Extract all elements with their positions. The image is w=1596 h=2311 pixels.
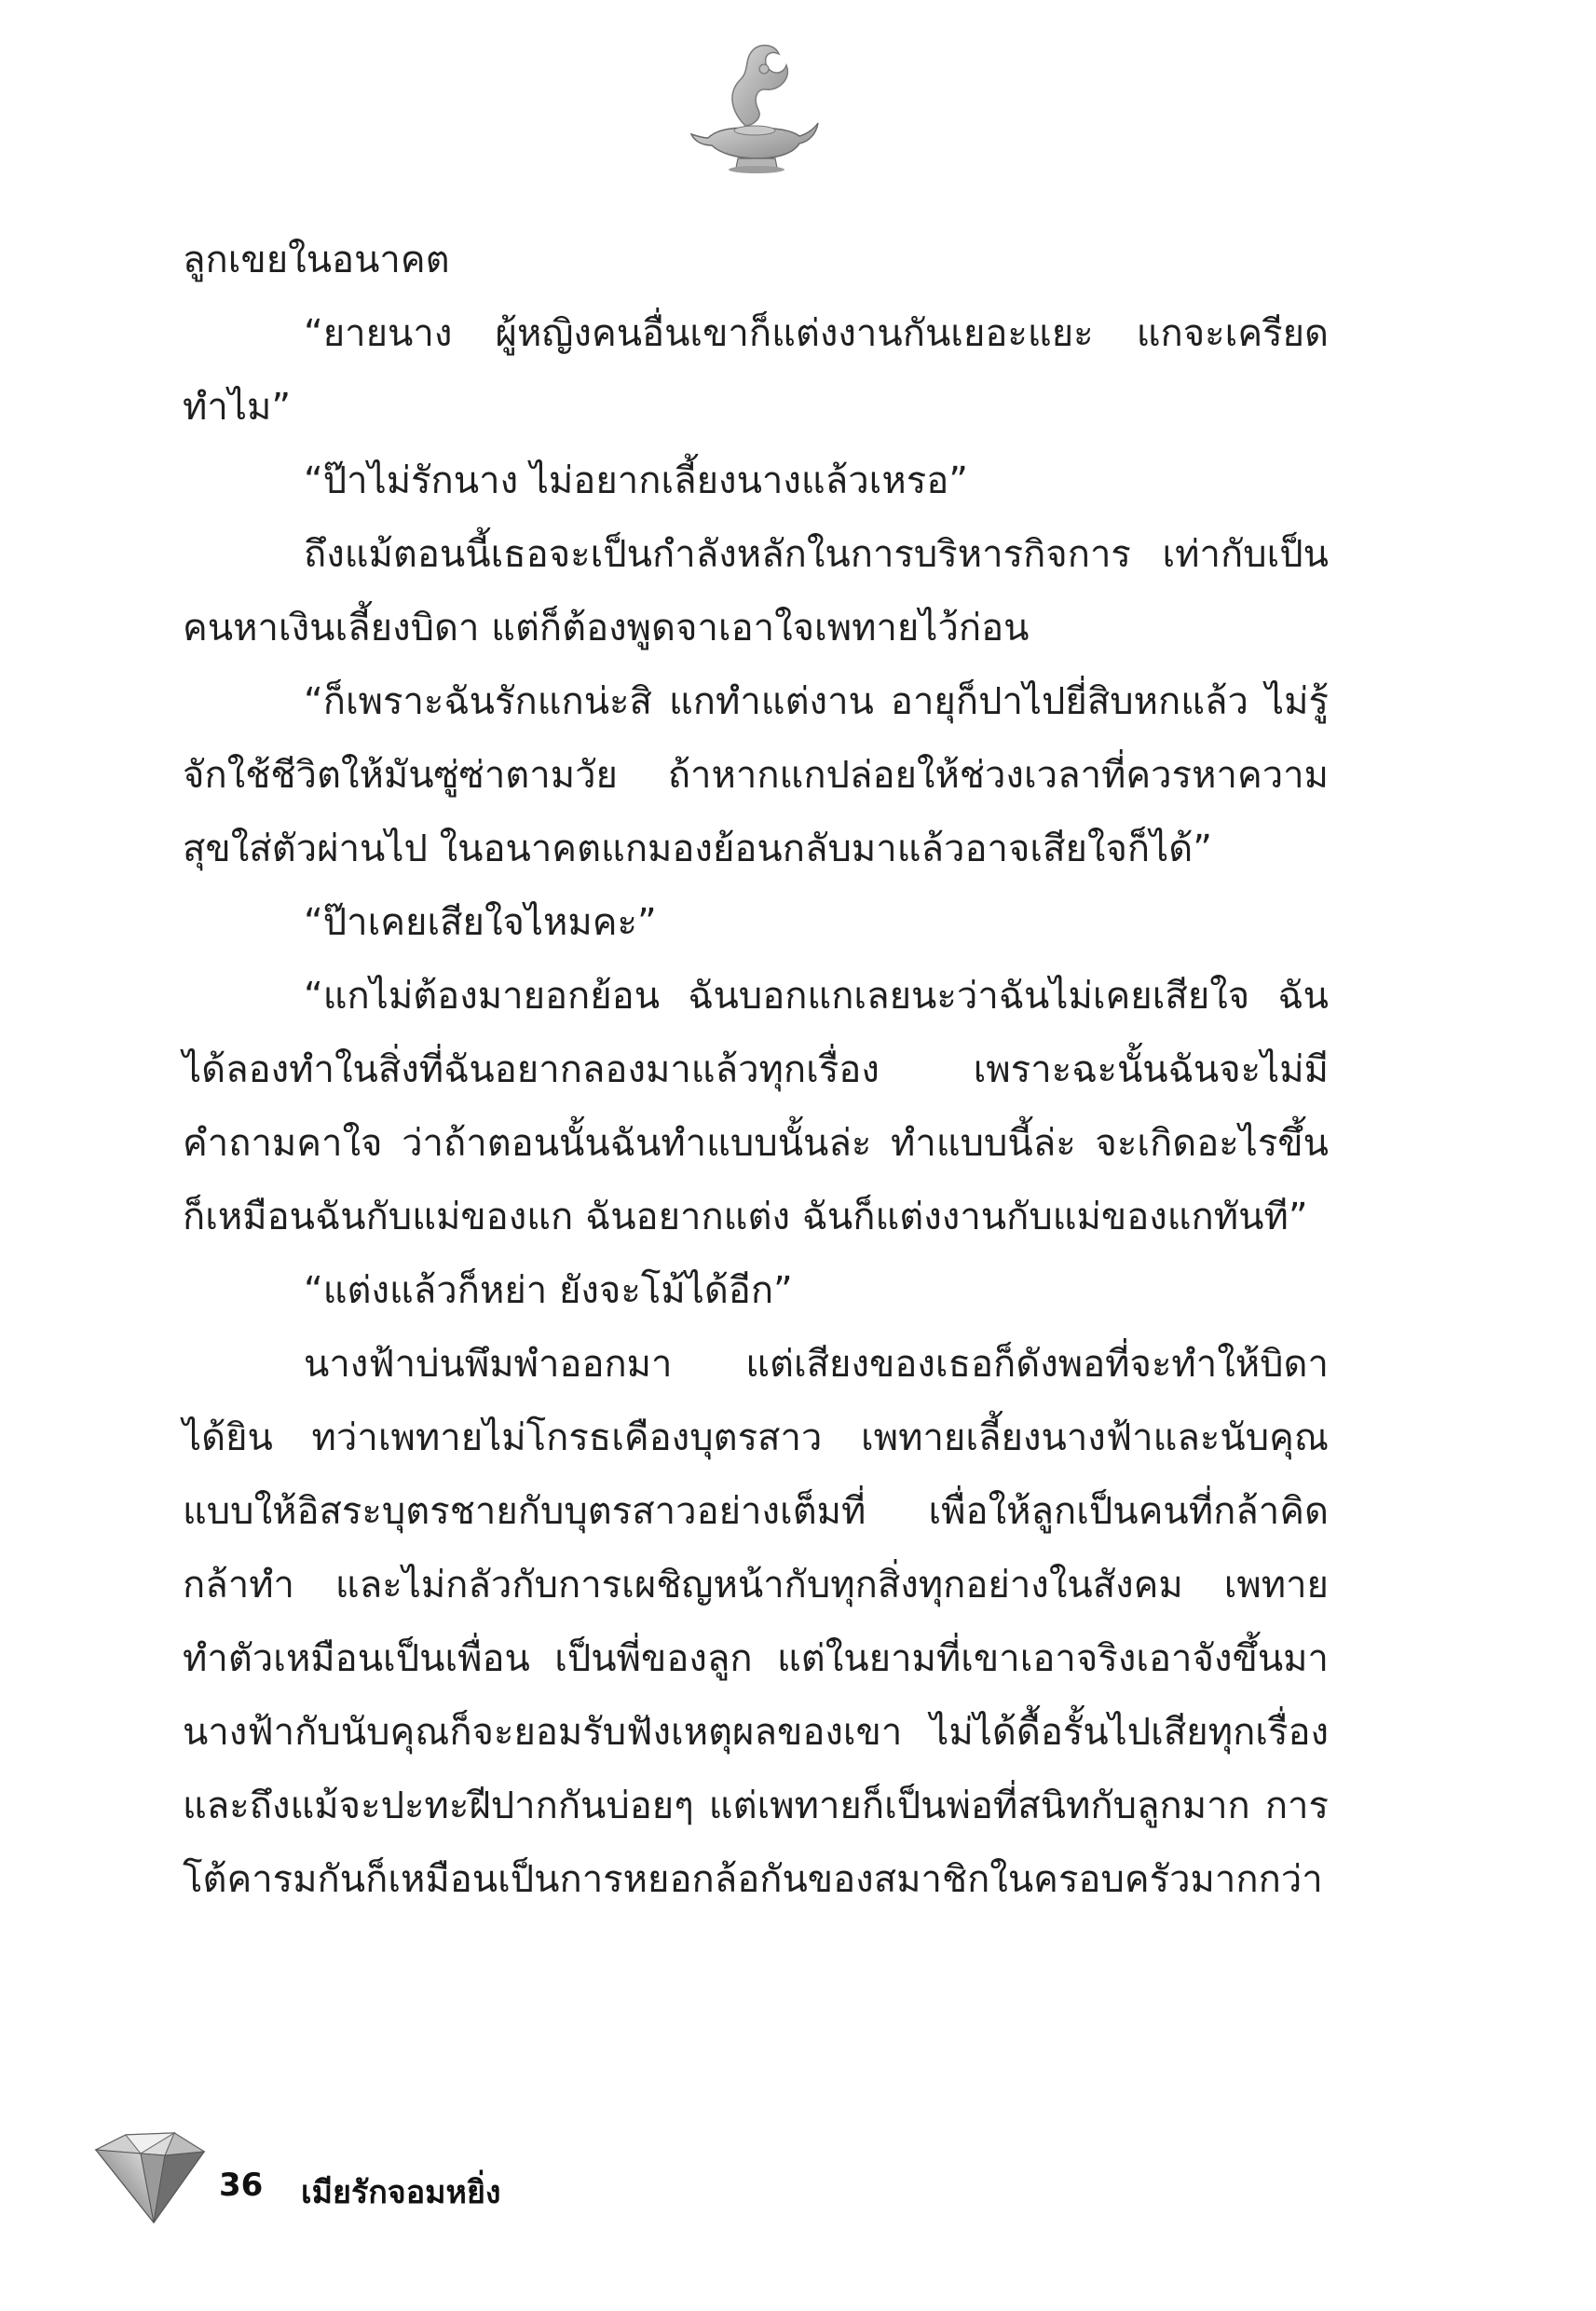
page-number: 36 — [219, 2167, 264, 2204]
paragraph: “ป๊าไม่รักนาง ไม่อยากเลี้ยงนางแล้วเหรอ” — [304, 459, 968, 502]
paragraph: นางฟ้าบ่นพึมพำออกมา แต่เสียงของเธอก็ดังพอที่จะทำให้บิดาได้ยิน ทว่าเพทายไม่โกรธเคืองบุตรสาว เพทายเลี้ยงนางฟ้าและนับคุณแบบให้อิสระบุตรชายกับบุตรสาวอย่างเต็มที่ เพื่อให้ลูกเป็นคนที่กล้าคิดกล้าทำ และไม่กลัวกับการเผชิญหน้ากับทุกสิ่งทุกอย่างในสังคม เพทายทำตัวเหมือนเป็นเพื่อน เป็นพี่ของลูก แต่ในยามที่เขาเอาจริงเอาจังขึ้นมา นางฟ้ากับนับคุณก็จะยอมรับฟังเหตุผลของเขา ไม่ได้ดื้อรั้นไปเสียทุกเรื่อง และถึงแม้จะปะทะฝีปากกันบ่อยๆ แต่เพทายก็เป็นพ่อที่สนิทกับลูกมาก การโต้คารมกันก็เหมือนเป็นการหยอกล้อกันของสมาชิกในครอบครัวมากกว่า — [183, 1343, 1329, 1901]
paragraph: ลูกเขยในอนาคต — [183, 239, 450, 281]
body-text — [183, 224, 1329, 1917]
paragraph: “แต่งแล้วก็หย่า ยังจะโม้ได้อีก” — [304, 1269, 793, 1312]
paragraph: “แกไม่ต้องมายอกย้อน ฉันบอกแกเลยนะว่าฉันไม่เคยเสียใจ ฉันได้ลองทำในสิ่งที่ฉันอยากลองมาแล้วทุกเรื่อง เพราะฉะนั้นฉันจะไม่มีคำถามคาใจ ว่าถ้าตอนนั้นฉันทำแบบนั้นล่ะ ทำแบบนี้ล่ะ จะเกิดอะไรขึ้น ก็เหมือนฉันกับแม่ของแก ฉันอยากแต่ง ฉันก็แต่งงานกับแม่ของแกทันที” — [183, 975, 1329, 1238]
paragraph: “ป๊าเคยเสียใจไหมคะ” — [304, 901, 657, 944]
book-title: เมียรักจอมหยิ่ง — [301, 2174, 501, 2211]
paragraph: “ก็เพราะฉันรักแกน่ะสิ แกทำแต่งาน อายุก็ปาไปยี่สิบหกแล้ว ไม่รู้จักใช้ชีวิตให้มันซู่ซ่าตามวัย ถ้าหากแกปล่อยให้ช่วงเวลาที่ควรหาความสุขใส่ตัวผ่านไป ในอนาคตแกมองย้อนกลับมาแล้วอาจเสียใจก็ได้” — [183, 680, 1329, 870]
genie-lamp-logo-icon — [689, 37, 820, 177]
page-footer — [89, 2129, 741, 2232]
diamond-icon — [89, 2129, 210, 2227]
paragraph: “ยายนาง ผู้หญิงคนอื่นเขาก็แต่งงานกันเยอะแยะ แกจะเครียดทำไม” — [183, 312, 1329, 429]
paragraph: ถึงแม้ตอนนี้เธอจะเป็นกำลังหลักในการบริหารกิจการ เท่ากับเป็นคนหาเงินเลี้ยงบิดา แต่ก็ต้องพูดจาเอาใจเพทายไว้ก่อน — [183, 533, 1329, 650]
